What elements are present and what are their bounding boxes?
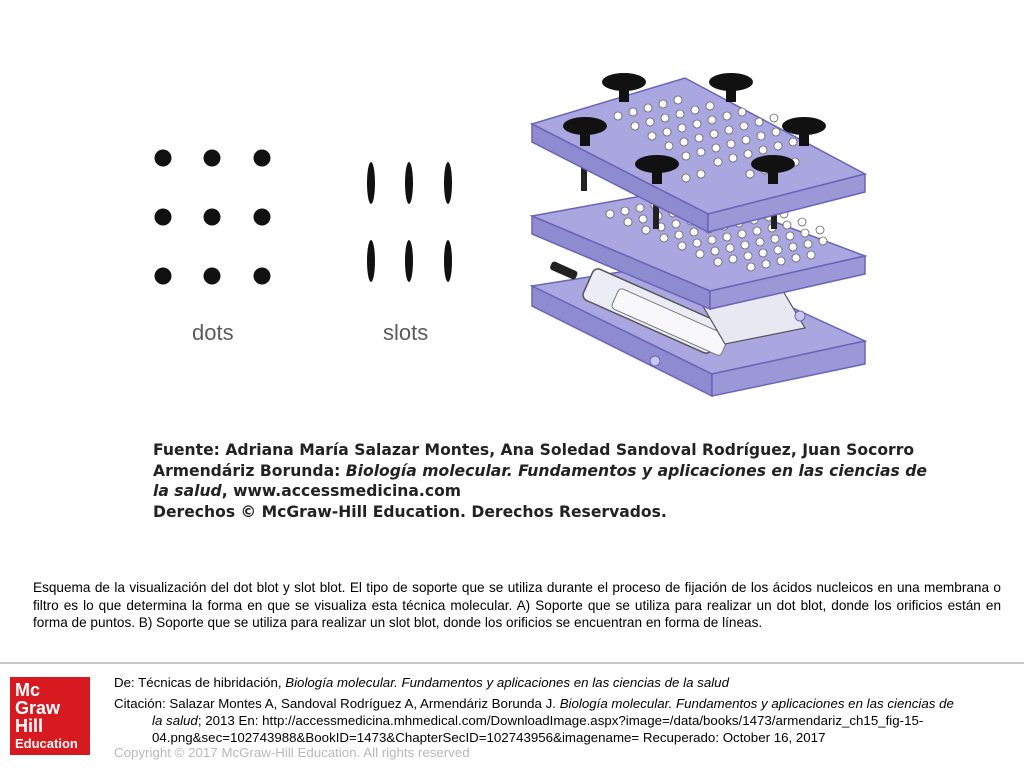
copyright-notice: Copyright © 2017 McGraw-Hill Education. All rights reserved: [114, 745, 470, 760]
footer-divider: [0, 662, 1024, 664]
citation-url[interactable]: ; 2013 En: http://accessmedicina.mhmedical.com/DownloadImage.aspx?image=/data/books/1473/armendariz_ch15_fig-15-: [197, 713, 924, 728]
figure-source-credit: [153, 440, 927, 522]
from-prefix: De: Técnicas de hibridación,: [114, 675, 286, 690]
source-line-4: Derechos © McGraw-Hill Education. Derechos Reservados.: [153, 502, 667, 521]
dots-grid: [155, 150, 271, 285]
logo-line-3: Hill: [15, 716, 44, 736]
dots-label: dots: [192, 320, 234, 345]
citation: [114, 695, 1014, 746]
source-line-3b: , www.accessmedicina.com: [221, 482, 462, 500]
citation-book-title: Biología molecular. Fundamentos y aplicaciones en las ciencias de: [559, 696, 954, 711]
slots-grid: [367, 162, 452, 282]
source-line-1: Fuente: Adriana María Salazar Montes, Ana Soledad Sandoval Rodríguez, Juan Socorro: [153, 441, 915, 459]
slots-label: slots: [383, 320, 429, 345]
source-line-3a: la salud: [153, 482, 222, 500]
figure-caption: Esquema de la visualización del dot blot y slot blot. El tipo de soporte que se utiliza durante el proceso de fijación de los ácidos nucleicos en una membrana o filtro es lo que determina la forma en que se visualiza esta técnica molecular. A) Soporte que se utiliza para realizar un dot blot, donde los orificios están en forma de puntos. B) Soporte que se utiliza para realizar un slot blot, donde los orificios se encuentran en forma de líneas.: [33, 580, 1001, 630]
source-chapter: [114, 675, 729, 690]
citation-book-title-end: la salud: [152, 713, 198, 728]
logo-line-1: Mc: [15, 680, 41, 700]
source-line-2b: Biología molecular. Fundamentos y aplicaciones en las ciencias de: [345, 461, 927, 480]
citation-prefix: Citación: Salazar Montes A, Sandoval Rodríguez A, Armendáriz Borunda J.: [114, 696, 560, 711]
citation-url-end: 04.png&sec=102743988&BookID=1473&ChapterSecID=102743956&imagename= Recuperado: October 16, 2017: [152, 730, 826, 745]
logo-line-2: Graw: [15, 698, 61, 718]
from-book-title: Biología molecular. Fundamentos y aplicaciones en las ciencias de la salud: [285, 675, 729, 690]
source-line-2a: Armendáriz Borunda:: [153, 461, 346, 480]
mcgraw-hill-logo: [10, 677, 90, 755]
logo-line-4: Education: [15, 736, 78, 751]
